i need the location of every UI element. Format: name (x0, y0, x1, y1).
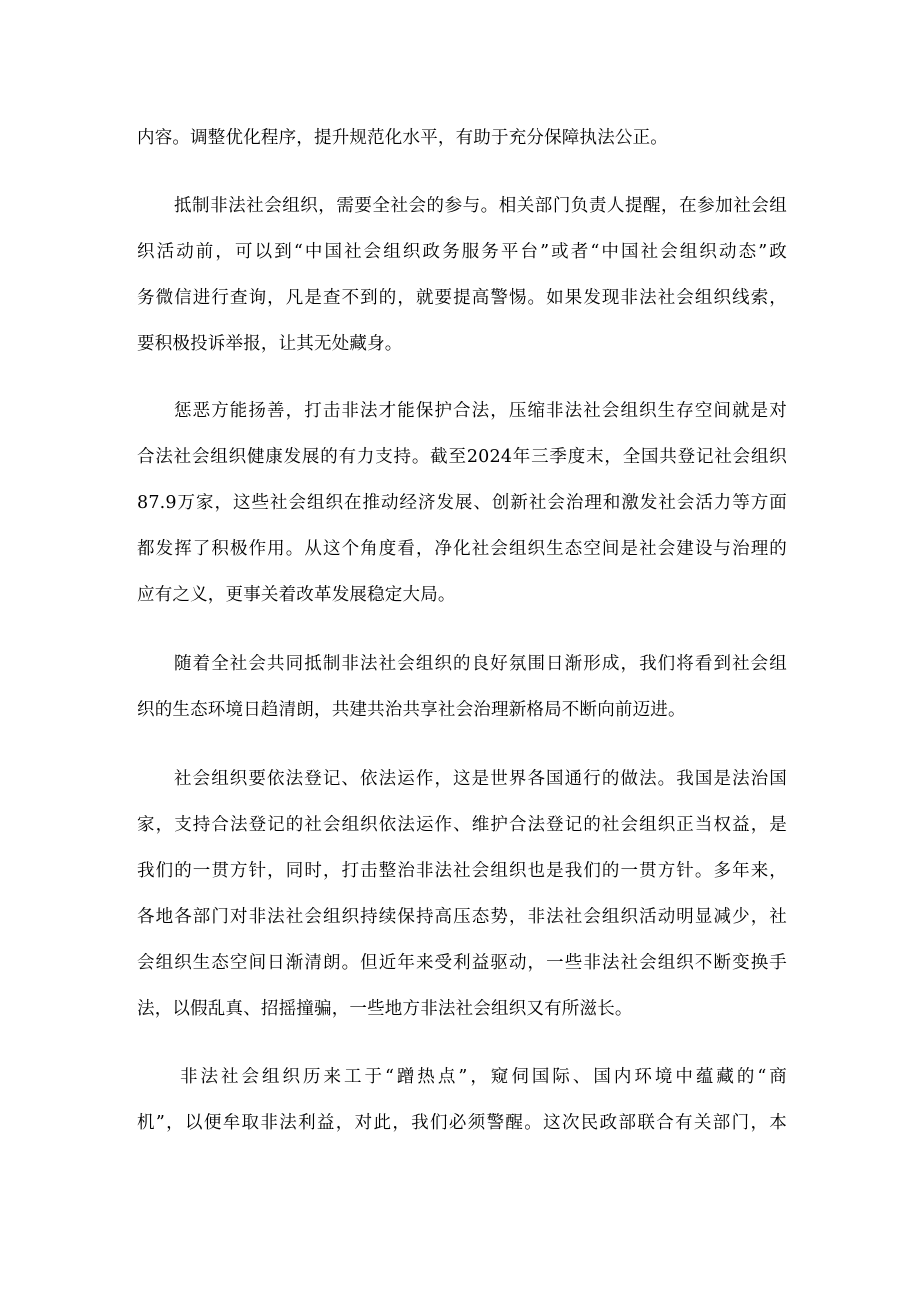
paragraph-5-line-5: 会组织生态空间日渐清朗。但近年来受利益驱动，一些非法社会组织不断变换手 (137, 953, 787, 973)
paragraph-6-line-2: 机”，以便牟取非法利益，对此，我们必须警醒。这次民政部联合有关部门，本 (137, 1113, 787, 1133)
paragraph-3-line-3: 87.9万家，这些社会组织在推动经济发展、创新社会治理和激发社会活力等方面 (137, 493, 787, 513)
paragraph-2-line-2: 织活动前，可以到“中国社会组织政务服务平台”或者“中国社会组织动态”政 (137, 242, 787, 262)
paragraph-3-line-1: 惩恶方能扬善，打击非法才能保护合法，压缩非法社会组织生存空间就是对 (174, 401, 787, 421)
paragraph-4-line-2: 织的生态环境日趋清朗，共建共治共享社会治理新格局不断向前迈进。 (137, 700, 686, 720)
paragraph-1-line-1: 内容。调整优化程序，提升规范化水平，有助于充分保障执法公正。 (137, 128, 668, 148)
paragraph-2-line-3: 务微信进行查询，凡是查不到的，就要提高警惕。如果发现非法社会组织线索， (137, 288, 787, 308)
paragraph-3-line-5: 应有之义，更事关着改革发展稳定大局。 (137, 585, 456, 605)
paragraph-5-line-2: 家，支持合法登记的社会组织依法运作、维护合法登记的社会组织正当权益，是 (137, 815, 787, 835)
paragraph-2-line-4: 要积极投诉举报，让其无处藏身。 (137, 334, 403, 354)
paragraph-2-line-1: 抵制非法社会组织，需要全社会的参与。相关部门负责人提醒，在参加社会组 (174, 196, 787, 216)
paragraph-5-line-1: 社会组织要依法登记、依法运作，这是世界各国通行的做法。我国是法治国 (174, 769, 787, 789)
paragraph-5-line-4: 各地各部门对非法社会组织持续保持高压态势，非法社会组织活动明显减少，社 (137, 907, 787, 927)
paragraph-4-line-1: 随着全社会共同抵制非法社会组织的良好氛围日渐形成，我们将看到社会组 (174, 654, 787, 674)
paragraph-5-line-6: 法，以假乱真、招摇撞骗，一些地方非法社会组织又有所滋长。 (137, 999, 633, 1019)
paragraph-3-line-4: 都发挥了积极作用。从这个角度看，净化社会组织生态空间是社会建设与治理的 (137, 539, 787, 559)
paragraph-3-line-2: 合法社会组织健康发展的有力支持。截至2024年三季度末，全国共登记社会组织 (137, 447, 787, 467)
paragraph-6-line-1: 非法社会组织历来工于“蹭热点”，窥伺国际、国内环境中蕴藏的“商 (180, 1067, 787, 1087)
paragraph-5-line-3: 我们的一贯方针，同时，打击整治非法社会组织也是我们的一贯方针。多年来， (137, 861, 787, 881)
